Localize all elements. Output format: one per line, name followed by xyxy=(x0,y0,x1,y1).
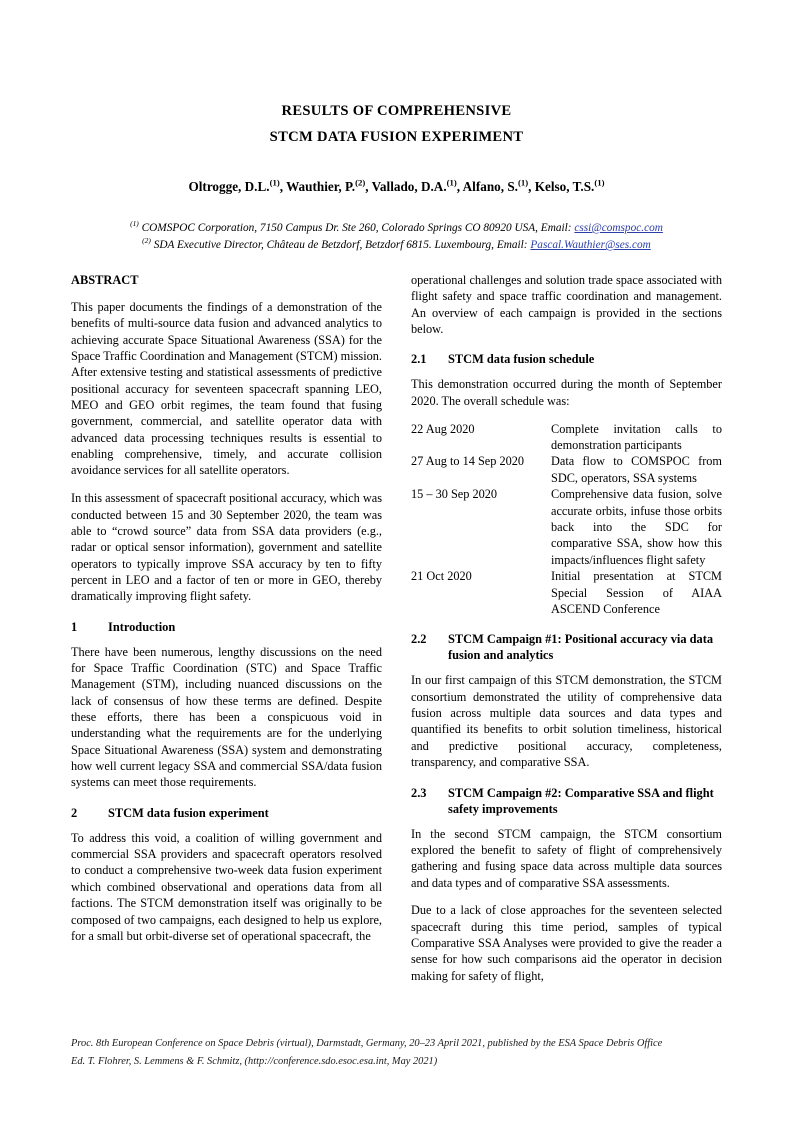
page-title-line-1: RESULTS OF COMPREHENSIVE xyxy=(281,103,512,119)
schedule-description: Data flow to COMSPOC from SDC, operators, SSA systems xyxy=(551,454,722,485)
author-4-name: Alfano, S. xyxy=(462,179,518,194)
section-2-1-heading xyxy=(411,351,722,367)
page-footer xyxy=(71,1035,731,1070)
section-2-2-title xyxy=(448,631,722,663)
section-2-title: STCM data fusion experiment xyxy=(108,805,269,820)
author-5-affil-marker: (1) xyxy=(594,177,605,188)
table-row xyxy=(411,421,722,454)
section-2-2-title-line-2: via data fusion and analytics xyxy=(448,632,714,663)
schedule-table xyxy=(411,421,722,618)
continued-paragraph: operational challenges and solution trade space associated with flight safety and space traffic coordination and management. An overview of each campaign is provided in the sections below. xyxy=(411,273,722,337)
abstract-heading: ABSTRACT xyxy=(71,273,139,287)
affiliation-1-text: COMSPOC Corporation, 7150 Campus Dr. Ste 260, Colorado Springs CO 80920 USA, Email: xyxy=(141,222,572,234)
affiliation-2-marker: (2) xyxy=(142,236,151,246)
schedule-table-body xyxy=(411,421,722,618)
section-2-number: 2 xyxy=(71,805,78,820)
affiliation-2 xyxy=(60,237,733,254)
author-2-affil-marker: (2) xyxy=(355,177,366,188)
section-2-2-title-line-1: STCM Campaign #1: Positional accuracy xyxy=(448,632,668,647)
paper-header xyxy=(60,98,733,254)
schedule-description: Comprehensive data fusion, solve accurate orbits, infuse those orbits back into the SDC for comparative SSA, show how this impacts/influences flight safety xyxy=(551,487,722,567)
section-2-3-paragraph-1: In the second STCM campaign, the STCM consortium explored the benefit to safety of flight of comprehensively gathering and fusing space data across multiple data sources and data types and of comparative SSA assessments. xyxy=(411,826,722,890)
author-4-affil-marker: (1) xyxy=(517,177,529,188)
author-5-name: Kelso, T.S. xyxy=(534,179,595,194)
author-2-name: Wauthier, P. xyxy=(286,179,356,194)
right-column xyxy=(411,272,722,984)
schedule-description: Complete invitation calls to demonstration participants xyxy=(551,421,722,452)
author-1-name: Oltrogge, D.L. xyxy=(188,179,270,194)
section-2-2-heading xyxy=(411,631,722,663)
section-1-paragraph-1: There have been numerous, lengthy discussions on the need for Space Traffic Coordination (STC) and Space Traffic Management (STM), including nuanced discussions on the lack of consensus of how these terms are defined. Despite these efforts, there has been a conspicuous void in understanding what the requirements are for the underlying Space Situational Awareness (SSA) system and demonstrating how well current legacy SSA and commercial SSA/data fusion systems can meet those requirements. xyxy=(71,644,382,790)
section-2-2-number: 2.2 xyxy=(411,632,427,647)
section-2-1-intro: This demonstration occurred during the month of September 2020. The overall schedule was: xyxy=(411,377,722,408)
author-3-affil-marker: (1) xyxy=(446,177,457,188)
section-2-heading xyxy=(71,805,382,821)
section-2-1-number: 2.1 xyxy=(411,352,427,367)
section-2-3-number: 2.3 xyxy=(411,785,427,800)
schedule-description: Initial presentation at STCM Special Session of AIAA ASCEND Conference xyxy=(551,569,722,617)
affiliation-1 xyxy=(60,220,733,237)
affiliation-1-email-link[interactable]: cssi@comspoc.com xyxy=(574,222,663,234)
section-2-3-title-line-2: and flight safety improvements xyxy=(448,785,714,816)
affiliation-2-text: SDA Executive Director, Château de Betzdorf, Betzdorf 6815. Luxembourg, Email: xyxy=(153,239,528,251)
section-1-heading xyxy=(71,619,382,635)
section-2-paragraph-1: To address this void, a coalition of willing government and commercial SSA providers and spacecraft operators resolved to conduct a comprehensive two-week data fusion experiment which combined observational and operations data from all factions. The STCM demonstration itself was originally to be composed of two campaigns, each designed to help us explore, for a small but orbit-diverse set of operational spacecraft, the xyxy=(71,830,382,943)
affiliation-block xyxy=(60,220,733,254)
schedule-date: 27 Aug to 14 Sep 2020 xyxy=(411,454,525,469)
section-2-3-paragraph-2: Due to a lack of close approaches for the seventeen selected spacecraft during this time period, samples of typical Comparative SSA Analyses were provided to give the reader a sense for how such comparisons aid the operator in decision making for safety of flight, xyxy=(411,903,722,983)
section-1-title: Introduction xyxy=(108,619,176,634)
section-2-3-heading xyxy=(411,785,722,817)
schedule-date: 21 Oct 2020 xyxy=(411,569,472,584)
section-2-3-title xyxy=(448,785,722,817)
table-row xyxy=(411,568,722,617)
affiliation-1-marker: (1) xyxy=(130,219,139,229)
affiliation-2-email-link[interactable]: Pascal.Wauthier@ses.com xyxy=(530,239,651,251)
section-2-3-title-line-1: STCM Campaign #2: Comparative SSA xyxy=(448,785,660,800)
section-2-2-paragraph-1: In our first campaign of this STCM demonstration, the STCM consortium demonstrated the utility of comprehensive data fusion across multiple data sources and data types and quantified its benefits to orbit solution timeliness, historical and predictive positional accuracy, completeness, transparency, and comparative SSA. xyxy=(411,673,722,770)
page-title-line-2: STCM DATA FUSION EXPERIMENT xyxy=(269,129,524,145)
table-row xyxy=(411,453,722,486)
section-1-number: 1 xyxy=(71,619,78,634)
author-1-affil-marker: (1) xyxy=(269,177,280,188)
author-3-name: Vallado, D.A. xyxy=(371,179,447,194)
abstract-paragraph-1: This paper documents the findings of a demonstration of the benefits of multi-source data fusion and advanced analytics to achieving accurate Space Situational Awareness (SSA) for the Space Traffic Coordination and Management (STCM) mission. After extensive testing and statistical assessments of predictive positional accuracy for seventeen spacecraft spanning LEO, MEO and GEO orbit regimes, the team found that fusing government, commercial, and satellite operator data with advanced data processing techniques results is essential to enabling comprehensive, timely, and accurate collision avoidance services for all satellite operators. xyxy=(71,300,382,478)
author-list: Oltrogge, D.L.$^{(1)}$, Wauthier, P.$^{(2)}$, Vallado, D.A.$^{(1)}$, Alfano, S.$^{(1)}$, Kelso, T.S.$^{(1)}$ xyxy=(188,177,605,194)
footer-line-2: Ed. T. Flohrer, S. Lemmens & F. Schmitz, (http://conference.sdo.esoc.esa.int, May 2021) xyxy=(71,1055,438,1067)
abstract-paragraph-2: In this assessment of spacecraft positional accuracy, which was conducted between 15 and 30 September 2020, the team was able to “crowd source” data from SSA data providers (e.g., radar or optical sensor information), government and satellite operators to typically improve SSA accuracy by ten to fifty percent in LEO and a factor of ten or more in GEO, thereby dramatically improving flight safety. xyxy=(71,491,382,604)
section-2-1-title: STCM data fusion schedule xyxy=(448,352,595,367)
footer-line-1: Proc. 8th European Conference on Space Debris (virtual), Darmstadt, Germany, 20–23 April 2021, published by the ESA Space Debris Office xyxy=(71,1038,663,1049)
schedule-date: 22 Aug 2020 xyxy=(411,421,475,436)
table-row xyxy=(411,486,722,568)
schedule-date: 15 – 30 Sep 2020 xyxy=(411,487,498,502)
left-column xyxy=(71,272,382,944)
